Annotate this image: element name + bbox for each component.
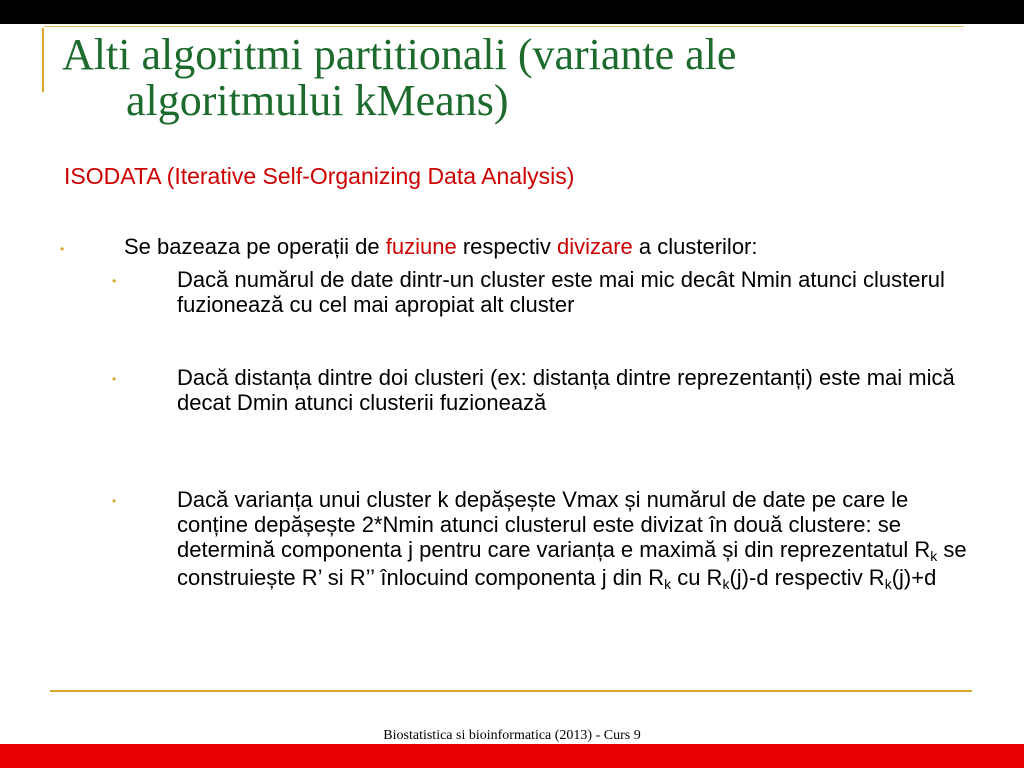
- bullet-dot-icon: •: [60, 242, 65, 256]
- b3-text-5: (j)+d: [891, 565, 937, 590]
- slide-subtitle: ISODATA (Iterative Self-Organizing Data Analysis): [64, 163, 575, 189]
- slide-title-line2: algoritmului kMeans): [126, 76, 509, 125]
- slide-title-line1: Alti algoritmi partitionali (variante ale: [62, 30, 737, 79]
- subscript-k: k: [664, 576, 672, 592]
- slide-title: [62, 32, 962, 124]
- bullet-dot-icon: •: [112, 494, 117, 508]
- highlight-fuziune: fuziune: [385, 234, 457, 259]
- subscript-k: k: [884, 576, 892, 592]
- bullet-dot-icon: •: [112, 274, 117, 288]
- main-bullet-part2: respectiv: [456, 234, 557, 259]
- sub-bullet-3-text: [177, 487, 972, 593]
- b3-text-4: (j)-d respectiv R: [729, 565, 885, 590]
- main-bullet-part1: Se bazeaza pe operații de: [124, 234, 386, 259]
- title-accent-line: [44, 26, 964, 27]
- footer-divider: [50, 690, 972, 692]
- bottom-bar: [0, 744, 1024, 768]
- b3-text-2: se construiește R’ si R’’ înlocuind componenta j din R: [177, 537, 967, 590]
- main-bullet-part3: a clusterilor:: [632, 234, 758, 259]
- main-bullet-text: [124, 234, 758, 260]
- subscript-k: k: [930, 548, 938, 564]
- bullet-dot-icon: •: [112, 372, 117, 386]
- highlight-divizare: divizare: [556, 234, 633, 259]
- subscript-k: k: [722, 576, 730, 592]
- footer-text: Biostatistica si bioinformatica (2013) - Curs 9: [383, 728, 641, 743]
- sub-bullet-1-text: Dacă numărul de date dintr-un cluster este mai mic decât Nmin atunci clusterul fuzionează cu cel mai apropiat alt cluster: [177, 267, 945, 317]
- top-bar: [0, 0, 1024, 24]
- b3-text-3: cu R: [671, 565, 723, 590]
- title-accent-bar: [42, 28, 44, 92]
- b3-text-1: Dacă varianța unui cluster k depășește Vmax și numărul de date pe care le conține depășește 2*Nmin atunci clusterul este divizat în două clustere: se determină componenta j pentru care varianța e maximă și din reprezentatul R: [177, 487, 931, 562]
- sub-bullet-2-text: Dacă distanța dintre doi clusteri (ex: distanța dintre reprezentanți) este mai mică decat Dmin atunci clusterii fuzionează: [177, 365, 955, 415]
